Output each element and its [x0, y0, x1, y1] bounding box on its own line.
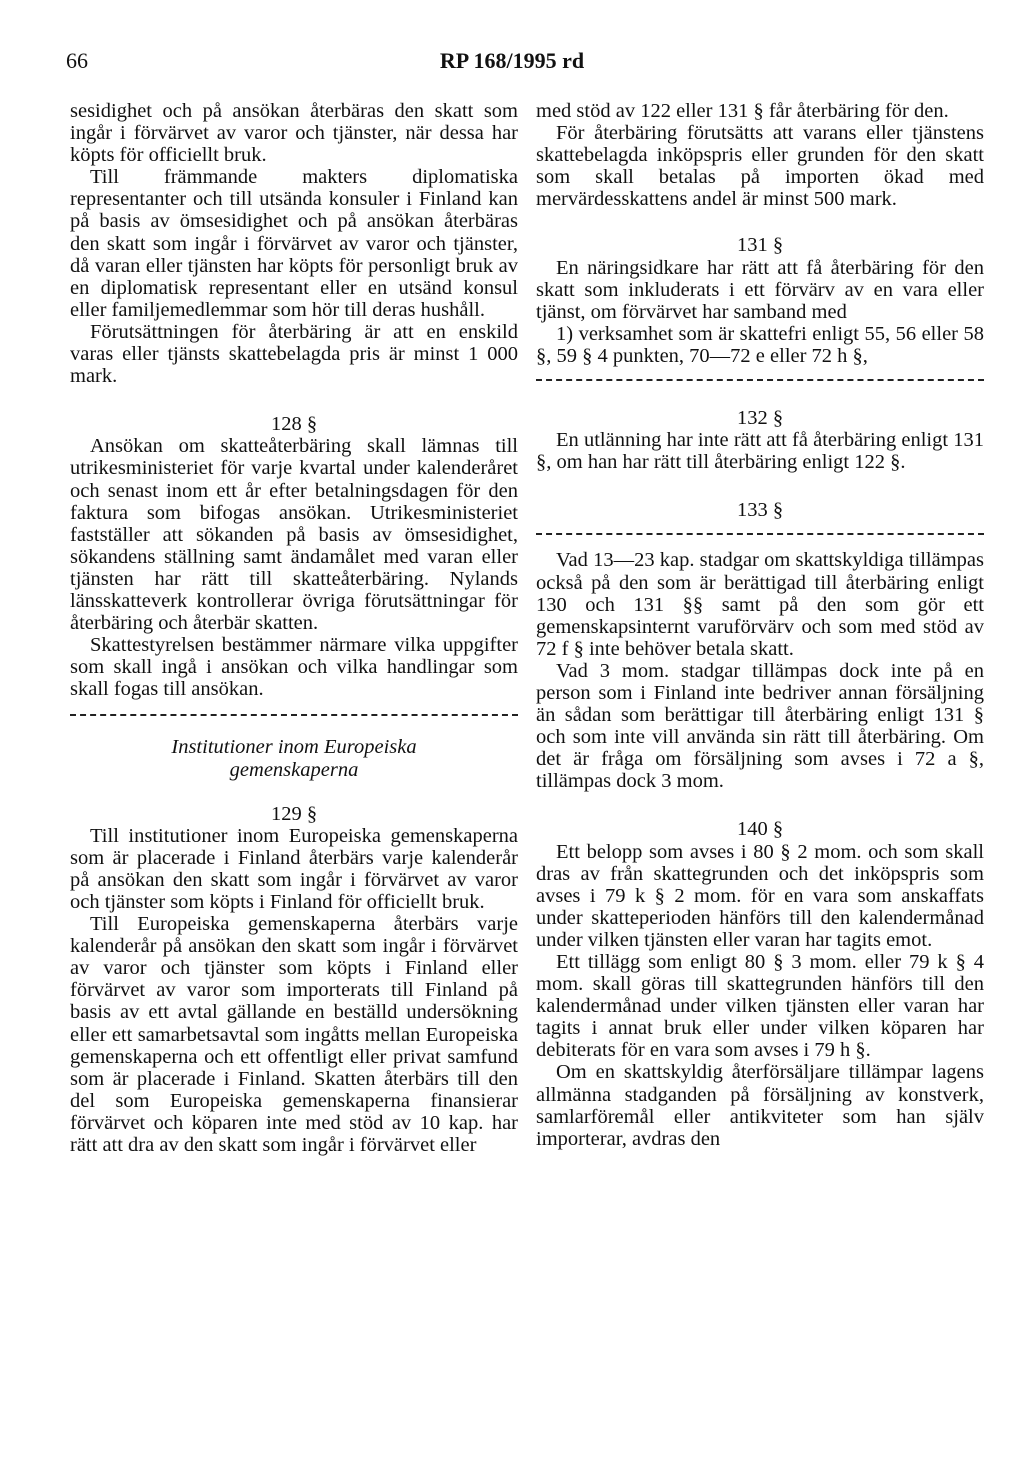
page-number: 66 [66, 48, 88, 73]
paragraph: Ett belopp som avses i 80 § 2 mom. och som skall dras av från skattegrunden och det inköpspris som avses i 79 k § 2 mom. för en vara som anskaffats under skatteperioden hänförs till den kalendermånad under vilken tjänsten eller varan har tagits emot. [536, 840, 984, 951]
section-heading-132: 132 § [736, 407, 784, 430]
chapter-heading-line-2: gemenskaperna [229, 758, 359, 781]
paragraph: För återbäring förutsätts att varans eller tjänstens skattebelagda inköpspris eller grunden för den skatt som skall betalas på importen ökad med mervärdesskattens andel är minst 500 mark. [536, 122, 984, 211]
omission-divider [70, 714, 518, 716]
chapter-heading-line-1: Institutioner inom Europeiska [171, 736, 417, 759]
paragraph: Skattestyrelsen bestämmer närmare vilka uppgifter som skall ingå i ansökan och vilka handlingar som skall fogas till ansökan. [70, 634, 518, 701]
paragraph: Till institutioner inom Europeiska gemenskaperna som är placerade i Finland återbärs varje kalenderår på ansökan den skatt som ingår i förvärvet av varor och tjänster som köpts i Finland för officiellt bruk. [70, 824, 518, 913]
omission-divider [536, 533, 984, 535]
left-column [70, 100, 518, 1156]
section-heading-128: 128 § [270, 413, 318, 436]
paragraph: Ett tillägg som enligt 80 § 3 mom. eller 79 k § 4 mom. skall göras till skattegrunden hänförs till den kalendermånad under vilken tjänsten eller varan har tagits i annat bruk eller under vilken köparen har debiterats för en vara som avses i 79 h §. [536, 951, 984, 1062]
paragraph: sesidighet och på ansökan återbäras den skatt som ingår i förvärvet av varor och tjänster, när dessa har köpts för officiellt bruk. [70, 100, 518, 167]
paragraph: Vad 13—23 kap. stadgar om skattskyldiga tillämpas också på den som är berättigad till återbäring enligt 130 och 131 §§ samt på den som gör ett gemenskapsinternt varuförvärv och som med stöd av 72 f § inte behöver betala skatt. [536, 549, 984, 660]
paragraph: Ansökan om skatteåterbäring skall lämnas till utrikesministeriet för varje kvartal under kalenderåret och senast inom ett år efter betalningsdagen för den faktura som bifogas ansökan. Utrikesministeriet fastställer att sökanden på basis av ömsesidighet, sökandens ställning samt ändamålet med varan eller tjänsten har rätt till skatteåterbäring. Nylands länsskatteverk kontrollerar övriga förutsättningar för återbäring och återbär skatten. [70, 435, 518, 635]
paragraph: Till Europeiska gemenskaperna återbärs varje kalenderår på ansökan den skatt som ingår i förvärvet av varor och tjänster som köpts i Finland eller förvärvet av varor som importerats till Finland på basis av ett avtal gällande en beställd undersökning eller ett samarbetsavtal som ingåtts mellan Europeiska gemenskaperna och ett offentligt eller privat samfund som är placerade i Finland. Skatten återbärs till den del som Europeiska gemenskaperna finansierar förvärvet och köparen inte med stöd av 10 kap. har rätt att dra av den skatt som ingår i förvärvet eller [70, 913, 518, 1157]
section-heading-133: 133 § [736, 499, 784, 522]
running-title: RP 168/1995 rd [439, 48, 585, 73]
paragraph: Om en skattskyldig återförsäljare tillämpar lagens allmänna stadganden på försäljning av konstverk, samlarföremål eller antikviteter som han själv importerar, avdras den [536, 1061, 984, 1150]
paragraph: Förutsättningen för återbäring är att en enskild varas eller tjänsts skattebelagda pris är minst 1 000 mark. [70, 320, 518, 388]
paragraph: Till främmande makters diplomatiska representanter och till utsända konsuler i Finland kan på basis av ömsesidighet och på ansökan återbäras den skatt som ingår i förvärvet av varor och tjänster, då varan eller tjänsten har köpts för personligt bruk av en diplomatisk representant eller en utsänd konsul eller familjemedlemmar som hör till deras hushåll. [70, 166, 518, 321]
page-header [0, 48, 1024, 80]
paragraph: 1) verksamhet som är skattefri enligt 55, 56 eller 58 §, 59 § 4 punkten, 70—72 e eller 72 h §, [536, 322, 984, 367]
omission-divider [536, 379, 984, 381]
paragraph: Vad 3 mom. stadgar tillämpas dock inte på en person som i Finland inte bedriver annan försäljning än sådan som berättigar till återbäring enligt 131 § och som inte vill använda sin rätt till återbäring. Om det är fråga om försäljning som avses i 72 a §, tillämpas dock 3 mom. [536, 659, 984, 793]
section-heading-129: 129 § [270, 802, 318, 825]
spacer [70, 387, 518, 413]
right-column [536, 100, 984, 1150]
paragraph: En utlänning har inte rätt att få återbäring enligt 131 §, om han har rätt till återbäring enligt 122 §. [536, 429, 984, 474]
section-heading-131: 131 § [736, 234, 784, 257]
section-heading-140: 140 § [736, 818, 784, 841]
paragraph: En näringsidkare har rätt att få återbäring för den skatt som inkluderats i ett förvärv av en vara eller tjänst, om förvärvet har samband med [536, 256, 984, 323]
paragraph: med stöd av 122 eller 131 § får återbäring för den. [536, 100, 949, 122]
